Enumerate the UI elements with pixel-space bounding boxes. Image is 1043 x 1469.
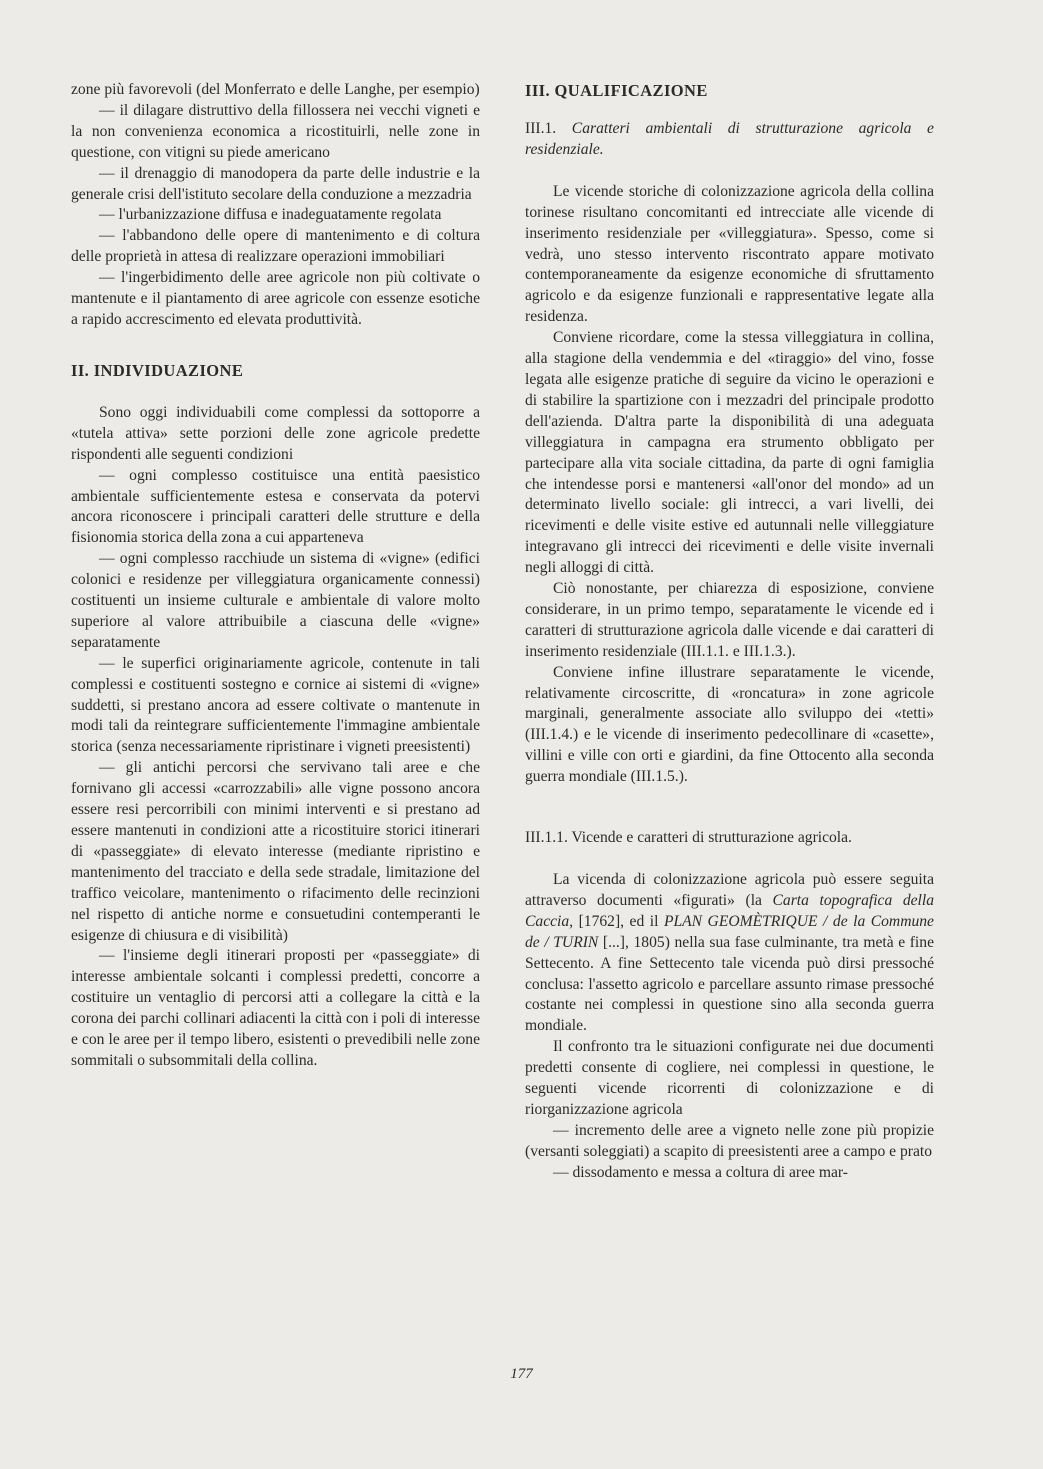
subsection-title <box>525 119 934 161</box>
document-title-carta: Carta topografica della Caccia, <box>525 891 935 930</box>
left-column <box>71 80 480 1072</box>
section-heading-qualificazione: III. QUALIFICAZIONE <box>525 81 708 100</box>
list-item: — ogni complesso racchiude un sistema di «vigne» (edifici colonici e residenze per villeggiatura organicamente connessi) costituenti un insieme culturale e ambientale di valore molto superiore al valore attribuibile a ciascuna delle «vigne» separatamente <box>71 550 480 651</box>
list-item: — il dilagare distruttivo della fillossera nei vecchi vigneti e la non convenienza economica a ricostituirli, nelle zone in questione, con vitigni su piede americano <box>71 101 480 161</box>
list-item: — l'urbanizzazione diffusa e inadeguatamente regolata <box>99 206 442 224</box>
list-item: — incremento delle aree a vigneto nelle zone più propizie (versanti soleggiati) a scapito di preesistenti aree a campo e prato <box>525 1121 934 1160</box>
paragraph: Ciò nonostante, per chiarezza di esposizione, conviene considerare, in un primo tempo, separatamente le vicende ed i caratteri di strutturazione agricola dalle vicende e dai caratteri di inserimento residenziale (III.1.1. e III.1.3.). <box>525 580 934 660</box>
paragraph: Il confronto tra le situazioni configurate nei due documenti predetti consente di cogliere, nei complessi in questione, le seguenti vicende ricorrenti di colonizzazione e di riorganizzazione agricola <box>525 1038 934 1118</box>
list-item: — il drenaggio di manodopera da parte delle industrie e la generale crisi dell'istituto secolare della conduzione a mezzadria <box>71 164 480 203</box>
paragraph: La vicenda di colonizzazione agricola può essere seguita attraverso documenti «figurati» (la Carta topografica della Caccia, [1762], ed il PLAN GEOMÈTRIQUE / de la Commune de / TURIN [...], 1805) nella sua fase culminante, tra metà e fine Settecento. A fine Settecento tale vicenda può dirsi pressoché conclusa: l'assetto agricolo e parcellare assunto rimase pressoché costante nei complessi in questione sino alla seconda guerra mondiale. <box>525 871 935 1035</box>
list-item: — le superfici originariamente agricole, contenute in tali complessi e costituenti sostegno e cornice ai sistemi di «vigne» suddetti, si prestano ancora ad essere coltivate o mantenute in modi tali da reintegrare sufficientemente l'immagine ambientale storica (senza necessariamente ripristinare i vigneti preesistenti) <box>71 654 480 756</box>
subsection-heading: III.1.1. Vicende e caratteri di strutturazione agricola. <box>525 829 852 847</box>
intro-text: zone più favorevoli (del Monferrato e delle Langhe, per esempio) <box>71 81 480 98</box>
page-number: 177 <box>510 1366 533 1382</box>
document-title-plan: PLAN GEOMÈTRIQUE / de la Commune de / TURIN <box>525 912 934 951</box>
paragraph: Le vicende storiche di colonizzazione agricola della collina torinese risultano concomitanti ed intrecciate alle vicende di inserimento residenziale per «villeggiatura». Spesso, come si vedrà, uno stesso intervento riscontrato appare motivato contemporaneamente da esigenze economiche di sfruttamento agricolo e da esigenze funzionali e rappresentative legate alla residenza. <box>525 182 934 326</box>
paragraph: Conviene ricordare, come la stessa villeggiatura in collina, alla stagione della vendemmia e del «tiraggio» del vino, fosse legata alle esigenze pratiche di seguire da vicino le operazioni e di stabilire la spartizione con i mezzadri del principale prodotto dell'azienda. D'altra parte la disponibilità di una adeguata villeggiatura in campagna era strumento obbligato per partecipare alla vita sociale cittadina, da parte di ogni famiglia che intendesse porsi e mantenersi «all'onor del mondo» ad un determinato livello sociale: gli intrecci, a vari livelli, dei ricevimenti e delle visite estive ed autunnali nelle villeggiature integravano gli intrecci dei ricevimenti e delle visite invernali negli alloggi di città. <box>525 329 934 577</box>
list-item: — dissodamento e messa a coltura di aree mar- <box>553 1163 848 1181</box>
subsection-number: III.1. <box>525 120 557 137</box>
list-item: — l'insieme degli itinerari proposti per «passeggiate» di interesse ambientale solcanti i complessi predetti, concorre a costituire un ventaglio di percorsi atti a collegare la città e la corona dei parchi collinari adiacenti la città con i poli di interesse e con le aree per il tempo libero, esistenti o prevedibili nelle zone sommitali o subsommitali della collina. <box>71 947 480 1069</box>
list-item: — gli antichi percorsi che servivano tali aree e che fornivano gli accessi «carrozzabili» alle vigne possono ancora essere resi percorribili con minimi interventi e si prestano ad essere mantenuti in condizioni atte a ricostituire storici itinerari di «passeggiate» di elevato interesse (mediante ripristino e mantenimento del tracciato e della sede stradale, limitazione del traffico veicolare, mantenimento o rifacimento delle recinzioni nel rispetto di antiche norme e consuetudini contemperanti le esigenze di chiusura e di visibilità) <box>71 759 480 944</box>
section-heading-individuazione: II. INDIVIDUAZIONE <box>71 360 244 380</box>
list-item: — l'abbandono delle opere di mantenimento e di coltura delle proprietà in attesa di realizzare operazioni immobiliari <box>71 227 480 266</box>
right-column <box>525 80 934 1184</box>
list-item: — ogni complesso costituisce una entità paesistico ambientale sufficientemente estesa e conservata da potervi ancora riconoscere i principali caratteri delle strutture e della fisionomia storica della zona a cui apparteneva <box>71 466 480 547</box>
paragraph: Conviene infine illustrare separatamente le vicende, relativamente circoscritte, di «roncatura» in zone agricole marginali, generalmente associate allo sviluppo dei «tetti» (III.1.4.) e le vicende di inserimento pedecollinare di «casette», villini e ville con orti e giardini, da fine Ottocento alla seconda guerra mondiale (III.1.5.). <box>525 663 934 786</box>
section-paragraph: Sono oggi individuabili come complessi da sottoporre a «tutela attiva» sette porzioni delle zone agricole predette rispondenti alle seguenti condizioni <box>71 403 480 463</box>
subsection-title-text: Caratteri ambientali di strutturazione agricola e residenziale. <box>525 120 934 158</box>
list-item: — l'ingerbidimento delle aree agricole non più coltivate o mantenute e il piantamento di aree agricole con essenze esotiche a rapido accrescimento ed elevata produttività. <box>71 269 480 328</box>
